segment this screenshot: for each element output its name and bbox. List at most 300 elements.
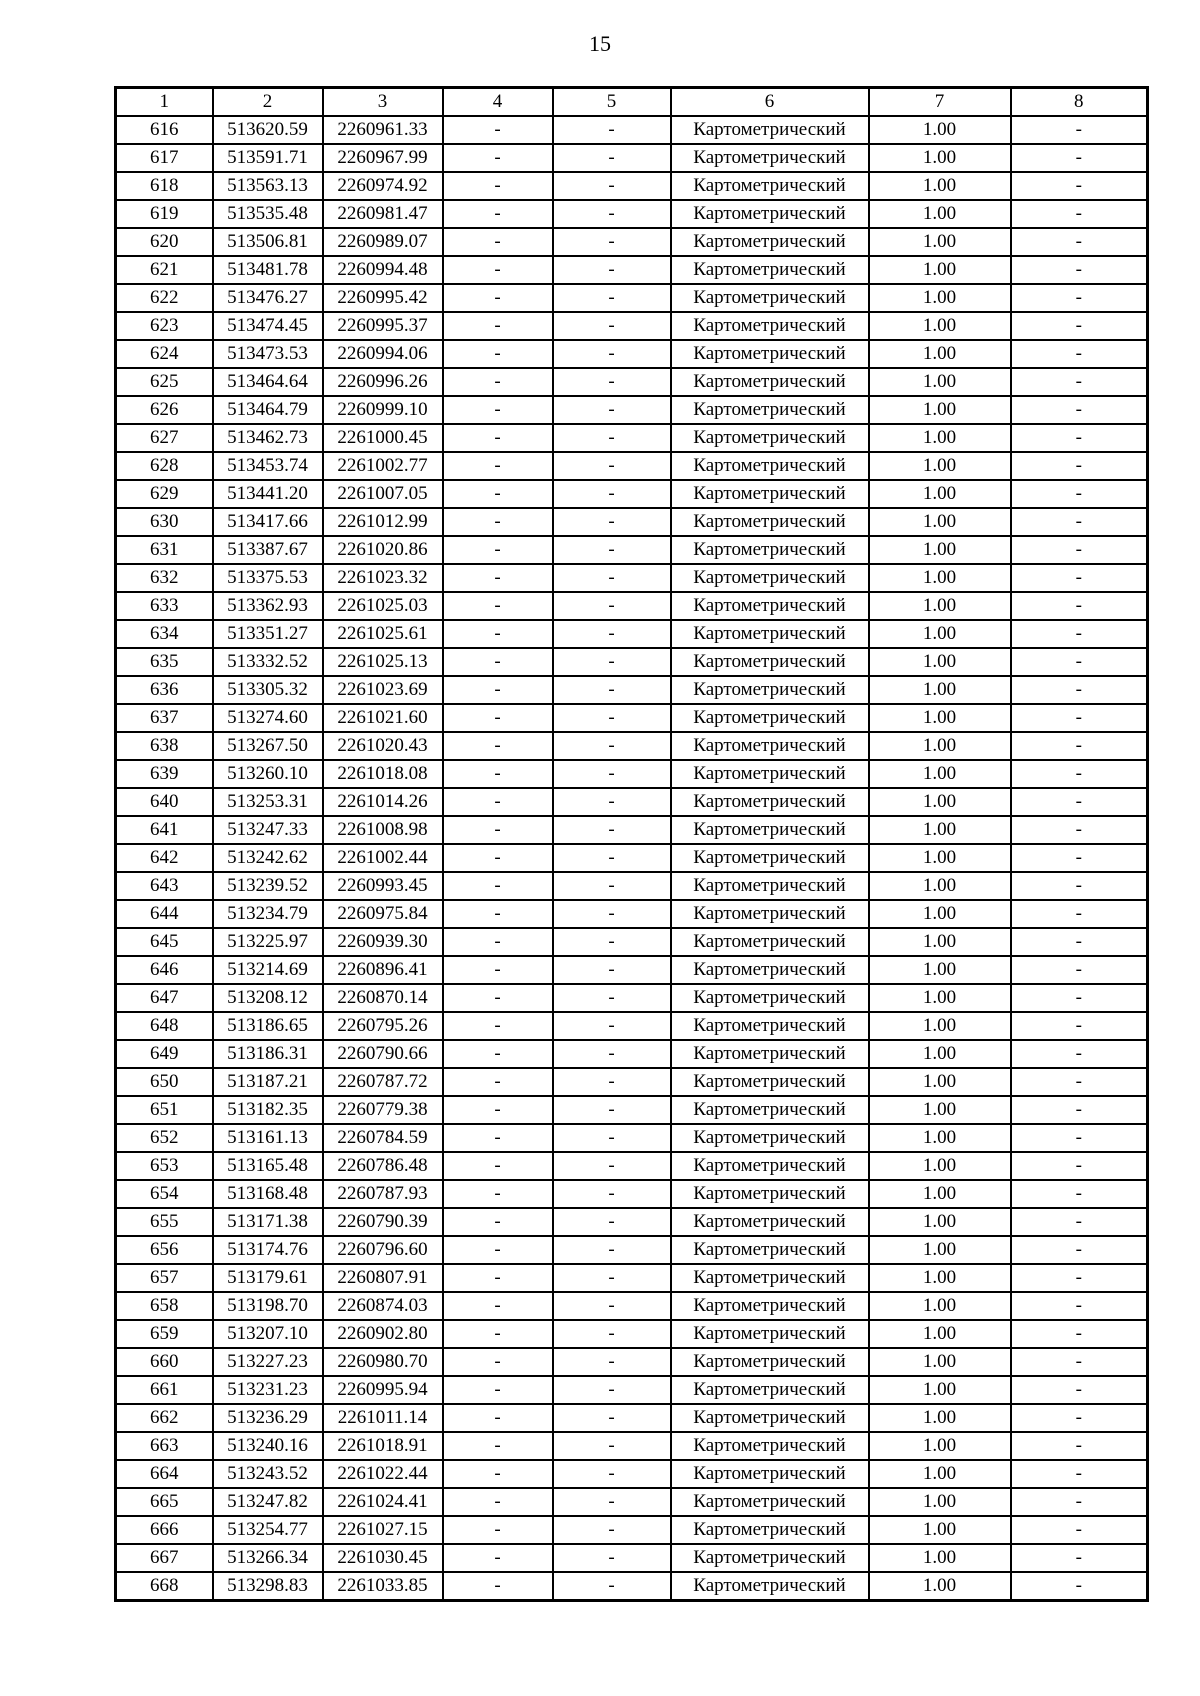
method-cell: Картометрический — [671, 452, 869, 480]
col8-cell: - — [1011, 1320, 1148, 1348]
y-coordinate-cell: 2260786.48 — [323, 1152, 443, 1180]
table-row — [116, 1376, 1148, 1404]
point-number-cell: 641 — [116, 816, 213, 844]
x-coordinate-cell: 513168.48 — [213, 1180, 323, 1208]
x-coordinate-cell: 513332.52 — [213, 648, 323, 676]
table-row — [116, 872, 1148, 900]
col5-cell: - — [553, 1376, 671, 1404]
col4-cell: - — [443, 1180, 553, 1208]
point-number-cell: 642 — [116, 844, 213, 872]
accuracy-cell: 1.00 — [869, 816, 1011, 844]
col4-cell: - — [443, 116, 553, 144]
col5-cell: - — [553, 816, 671, 844]
col5-cell: - — [553, 368, 671, 396]
column-header: 5 — [553, 88, 671, 117]
col8-cell: - — [1011, 228, 1148, 256]
method-cell: Картометрический — [671, 1208, 869, 1236]
col5-cell: - — [553, 116, 671, 144]
table-row — [116, 1348, 1148, 1376]
col4-cell: - — [443, 256, 553, 284]
accuracy-cell: 1.00 — [869, 760, 1011, 788]
point-number-cell: 652 — [116, 1124, 213, 1152]
col8-cell: - — [1011, 1544, 1148, 1572]
x-coordinate-cell: 513305.32 — [213, 676, 323, 704]
table-row — [116, 340, 1148, 368]
col4-cell: - — [443, 1040, 553, 1068]
accuracy-cell: 1.00 — [869, 928, 1011, 956]
accuracy-cell: 1.00 — [869, 284, 1011, 312]
y-coordinate-cell: 2261008.98 — [323, 816, 443, 844]
col4-cell: - — [443, 928, 553, 956]
col4-cell: - — [443, 368, 553, 396]
col5-cell: - — [553, 620, 671, 648]
col4-cell: - — [443, 200, 553, 228]
point-number-cell: 650 — [116, 1068, 213, 1096]
table-row — [116, 900, 1148, 928]
method-cell: Картометрический — [671, 928, 869, 956]
col4-cell: - — [443, 1012, 553, 1040]
header-row — [116, 88, 1148, 117]
col5-cell: - — [553, 760, 671, 788]
col4-cell: - — [443, 536, 553, 564]
accuracy-cell: 1.00 — [869, 1320, 1011, 1348]
col8-cell: - — [1011, 676, 1148, 704]
y-coordinate-cell: 2260939.30 — [323, 928, 443, 956]
col5-cell: - — [553, 1264, 671, 1292]
col4-cell: - — [443, 620, 553, 648]
method-cell: Картометрический — [671, 1068, 869, 1096]
col8-cell: - — [1011, 1460, 1148, 1488]
col4-cell: - — [443, 1292, 553, 1320]
y-coordinate-cell: 2261020.86 — [323, 536, 443, 564]
accuracy-cell: 1.00 — [869, 1572, 1011, 1601]
table-row — [116, 312, 1148, 340]
method-cell: Картометрический — [671, 984, 869, 1012]
col5-cell: - — [553, 396, 671, 424]
col4-cell: - — [443, 1320, 553, 1348]
col4-cell: - — [443, 312, 553, 340]
y-coordinate-cell: 2261025.03 — [323, 592, 443, 620]
y-coordinate-cell: 2261033.85 — [323, 1572, 443, 1601]
method-cell: Картометрический — [671, 1124, 869, 1152]
point-number-cell: 662 — [116, 1404, 213, 1432]
point-number-cell: 646 — [116, 956, 213, 984]
y-coordinate-cell: 2261002.77 — [323, 452, 443, 480]
y-coordinate-cell: 2261024.41 — [323, 1488, 443, 1516]
point-number-cell: 658 — [116, 1292, 213, 1320]
col8-cell: - — [1011, 1572, 1148, 1601]
col5-cell: - — [553, 200, 671, 228]
x-coordinate-cell: 513253.31 — [213, 788, 323, 816]
col5-cell: - — [553, 1040, 671, 1068]
col5-cell: - — [553, 144, 671, 172]
method-cell: Картометрический — [671, 508, 869, 536]
x-coordinate-cell: 513473.53 — [213, 340, 323, 368]
col8-cell: - — [1011, 1516, 1148, 1544]
col5-cell: - — [553, 844, 671, 872]
x-coordinate-cell: 513165.48 — [213, 1152, 323, 1180]
col5-cell: - — [553, 1068, 671, 1096]
table-row — [116, 1152, 1148, 1180]
col5-cell: - — [553, 1320, 671, 1348]
y-coordinate-cell: 2260896.41 — [323, 956, 443, 984]
point-number-cell: 635 — [116, 648, 213, 676]
point-number-cell: 623 — [116, 312, 213, 340]
accuracy-cell: 1.00 — [869, 844, 1011, 872]
col4-cell: - — [443, 704, 553, 732]
col4-cell: - — [443, 1264, 553, 1292]
method-cell: Картометрический — [671, 1376, 869, 1404]
col4-cell: - — [443, 984, 553, 1012]
method-cell: Картометрический — [671, 396, 869, 424]
col4-cell: - — [443, 228, 553, 256]
col5-cell: - — [553, 228, 671, 256]
column-header: 6 — [671, 88, 869, 117]
table-row — [116, 592, 1148, 620]
point-number-cell: 666 — [116, 1516, 213, 1544]
x-coordinate-cell: 513563.13 — [213, 172, 323, 200]
col5-cell: - — [553, 1460, 671, 1488]
accuracy-cell: 1.00 — [869, 872, 1011, 900]
x-coordinate-cell: 513179.61 — [213, 1264, 323, 1292]
column-header: 3 — [323, 88, 443, 117]
x-coordinate-cell: 513254.77 — [213, 1516, 323, 1544]
table-row — [116, 676, 1148, 704]
table-row — [116, 452, 1148, 480]
table-row — [116, 844, 1148, 872]
col8-cell: - — [1011, 144, 1148, 172]
point-number-cell: 668 — [116, 1572, 213, 1601]
col5-cell: - — [553, 732, 671, 760]
y-coordinate-cell: 2261002.44 — [323, 844, 443, 872]
y-coordinate-cell: 2261030.45 — [323, 1544, 443, 1572]
y-coordinate-cell: 2260995.94 — [323, 1376, 443, 1404]
table-row — [116, 648, 1148, 676]
accuracy-cell: 1.00 — [869, 1180, 1011, 1208]
col8-cell: - — [1011, 1376, 1148, 1404]
table-row — [116, 144, 1148, 172]
point-number-cell: 645 — [116, 928, 213, 956]
col8-cell: - — [1011, 1488, 1148, 1516]
accuracy-cell: 1.00 — [869, 1236, 1011, 1264]
accuracy-cell: 1.00 — [869, 676, 1011, 704]
y-coordinate-cell: 2260980.70 — [323, 1348, 443, 1376]
col8-cell: - — [1011, 1068, 1148, 1096]
accuracy-cell: 1.00 — [869, 368, 1011, 396]
y-coordinate-cell: 2260790.39 — [323, 1208, 443, 1236]
col5-cell: - — [553, 1096, 671, 1124]
x-coordinate-cell: 513161.13 — [213, 1124, 323, 1152]
table-row — [116, 564, 1148, 592]
x-coordinate-cell: 513247.82 — [213, 1488, 323, 1516]
method-cell: Картометрический — [671, 116, 869, 144]
col8-cell: - — [1011, 1236, 1148, 1264]
column-header: 2 — [213, 88, 323, 117]
col5-cell: - — [553, 1488, 671, 1516]
col5-cell: - — [553, 1208, 671, 1236]
x-coordinate-cell: 513441.20 — [213, 480, 323, 508]
point-number-cell: 621 — [116, 256, 213, 284]
col8-cell: - — [1011, 312, 1148, 340]
accuracy-cell: 1.00 — [869, 1292, 1011, 1320]
method-cell: Картометрический — [671, 1152, 869, 1180]
col8-cell: - — [1011, 872, 1148, 900]
accuracy-cell: 1.00 — [869, 1460, 1011, 1488]
y-coordinate-cell: 2261025.61 — [323, 620, 443, 648]
column-header: 7 — [869, 88, 1011, 117]
x-coordinate-cell: 513535.48 — [213, 200, 323, 228]
coordinates-table — [114, 86, 1149, 1602]
col8-cell: - — [1011, 256, 1148, 284]
method-cell: Картометрический — [671, 1320, 869, 1348]
col4-cell: - — [443, 1404, 553, 1432]
table-row — [116, 200, 1148, 228]
y-coordinate-cell: 2260902.80 — [323, 1320, 443, 1348]
x-coordinate-cell: 513242.62 — [213, 844, 323, 872]
col4-cell: - — [443, 144, 553, 172]
column-header: 1 — [116, 88, 213, 117]
y-coordinate-cell: 2260994.06 — [323, 340, 443, 368]
table-row — [116, 172, 1148, 200]
accuracy-cell: 1.00 — [869, 1264, 1011, 1292]
y-coordinate-cell: 2260996.26 — [323, 368, 443, 396]
method-cell: Картометрический — [671, 1516, 869, 1544]
point-number-cell: 624 — [116, 340, 213, 368]
col8-cell: - — [1011, 368, 1148, 396]
col5-cell: - — [553, 508, 671, 536]
x-coordinate-cell: 513474.45 — [213, 312, 323, 340]
accuracy-cell: 1.00 — [869, 1096, 1011, 1124]
point-number-cell: 628 — [116, 452, 213, 480]
x-coordinate-cell: 513591.71 — [213, 144, 323, 172]
col5-cell: - — [553, 788, 671, 816]
col8-cell: - — [1011, 452, 1148, 480]
y-coordinate-cell: 2261018.91 — [323, 1432, 443, 1460]
point-number-cell: 654 — [116, 1180, 213, 1208]
col8-cell: - — [1011, 844, 1148, 872]
col8-cell: - — [1011, 172, 1148, 200]
col4-cell: - — [443, 480, 553, 508]
method-cell: Картометрический — [671, 340, 869, 368]
table-row — [116, 424, 1148, 452]
method-cell: Картометрический — [671, 480, 869, 508]
col8-cell: - — [1011, 1432, 1148, 1460]
accuracy-cell: 1.00 — [869, 1376, 1011, 1404]
x-coordinate-cell: 513362.93 — [213, 592, 323, 620]
col8-cell: - — [1011, 1012, 1148, 1040]
point-number-cell: 664 — [116, 1460, 213, 1488]
x-coordinate-cell: 513375.53 — [213, 564, 323, 592]
method-cell: Картометрический — [671, 900, 869, 928]
col5-cell: - — [553, 564, 671, 592]
table-row — [116, 956, 1148, 984]
col8-cell: - — [1011, 816, 1148, 844]
y-coordinate-cell: 2260995.37 — [323, 312, 443, 340]
table-row — [116, 1264, 1148, 1292]
y-coordinate-cell: 2260870.14 — [323, 984, 443, 1012]
y-coordinate-cell: 2261025.13 — [323, 648, 443, 676]
method-cell: Картометрический — [671, 956, 869, 984]
col4-cell: - — [443, 676, 553, 704]
x-coordinate-cell: 513462.73 — [213, 424, 323, 452]
col8-cell: - — [1011, 424, 1148, 452]
method-cell: Картометрический — [671, 760, 869, 788]
col5-cell: - — [553, 536, 671, 564]
method-cell: Картометрический — [671, 312, 869, 340]
table-row — [116, 116, 1148, 144]
table-row — [116, 536, 1148, 564]
method-cell: Картометрический — [671, 704, 869, 732]
y-coordinate-cell: 2261027.15 — [323, 1516, 443, 1544]
table-row — [116, 1320, 1148, 1348]
table-row — [116, 620, 1148, 648]
col5-cell: - — [553, 1236, 671, 1264]
point-number-cell: 655 — [116, 1208, 213, 1236]
accuracy-cell: 1.00 — [869, 1040, 1011, 1068]
accuracy-cell: 1.00 — [869, 480, 1011, 508]
col5-cell: - — [553, 1348, 671, 1376]
accuracy-cell: 1.00 — [869, 1012, 1011, 1040]
y-coordinate-cell: 2260999.10 — [323, 396, 443, 424]
method-cell: Картометрический — [671, 144, 869, 172]
x-coordinate-cell: 513266.34 — [213, 1544, 323, 1572]
x-coordinate-cell: 513236.29 — [213, 1404, 323, 1432]
table-row — [116, 1068, 1148, 1096]
col8-cell: - — [1011, 1404, 1148, 1432]
col8-cell: - — [1011, 200, 1148, 228]
method-cell: Картометрический — [671, 1460, 869, 1488]
point-number-cell: 640 — [116, 788, 213, 816]
method-cell: Картометрический — [671, 872, 869, 900]
col8-cell: - — [1011, 984, 1148, 1012]
method-cell: Картометрический — [671, 1236, 869, 1264]
accuracy-cell: 1.00 — [869, 1488, 1011, 1516]
point-number-cell: 667 — [116, 1544, 213, 1572]
col5-cell: - — [553, 1012, 671, 1040]
col5-cell: - — [553, 1404, 671, 1432]
accuracy-cell: 1.00 — [869, 340, 1011, 368]
col4-cell: - — [443, 1376, 553, 1404]
table-row — [116, 1488, 1148, 1516]
col8-cell: - — [1011, 1208, 1148, 1236]
col4-cell: - — [443, 284, 553, 312]
y-coordinate-cell: 2260874.03 — [323, 1292, 443, 1320]
point-number-cell: 661 — [116, 1376, 213, 1404]
method-cell: Картометрический — [671, 676, 869, 704]
col5-cell: - — [553, 1292, 671, 1320]
method-cell: Картометрический — [671, 256, 869, 284]
x-coordinate-cell: 513453.74 — [213, 452, 323, 480]
col8-cell: - — [1011, 1180, 1148, 1208]
col5-cell: - — [553, 872, 671, 900]
point-number-cell: 632 — [116, 564, 213, 592]
col4-cell: - — [443, 1516, 553, 1544]
table-row — [116, 1124, 1148, 1152]
col4-cell: - — [443, 1488, 553, 1516]
table-row — [116, 396, 1148, 424]
col5-cell: - — [553, 676, 671, 704]
col4-cell: - — [443, 816, 553, 844]
col5-cell: - — [553, 1152, 671, 1180]
col5-cell: - — [553, 452, 671, 480]
y-coordinate-cell: 2261022.44 — [323, 1460, 443, 1488]
x-coordinate-cell: 513298.83 — [213, 1572, 323, 1601]
accuracy-cell: 1.00 — [869, 732, 1011, 760]
x-coordinate-cell: 513476.27 — [213, 284, 323, 312]
x-coordinate-cell: 513247.33 — [213, 816, 323, 844]
col4-cell: - — [443, 1152, 553, 1180]
col8-cell: - — [1011, 732, 1148, 760]
method-cell: Картометрический — [671, 172, 869, 200]
table-row — [116, 1516, 1148, 1544]
x-coordinate-cell: 513267.50 — [213, 732, 323, 760]
point-number-cell: 625 — [116, 368, 213, 396]
x-coordinate-cell: 513506.81 — [213, 228, 323, 256]
col5-cell: - — [553, 340, 671, 368]
col8-cell: - — [1011, 620, 1148, 648]
method-cell: Картометрический — [671, 200, 869, 228]
col4-cell: - — [443, 340, 553, 368]
method-cell: Картометрический — [671, 816, 869, 844]
col8-cell: - — [1011, 284, 1148, 312]
table-row — [116, 256, 1148, 284]
point-number-cell: 618 — [116, 172, 213, 200]
x-coordinate-cell: 513234.79 — [213, 900, 323, 928]
accuracy-cell: 1.00 — [869, 312, 1011, 340]
column-header: 8 — [1011, 88, 1148, 117]
col5-cell: - — [553, 984, 671, 1012]
y-coordinate-cell: 2260796.60 — [323, 1236, 443, 1264]
col8-cell: - — [1011, 1096, 1148, 1124]
x-coordinate-cell: 513620.59 — [213, 116, 323, 144]
y-coordinate-cell: 2260787.72 — [323, 1068, 443, 1096]
col4-cell: - — [443, 844, 553, 872]
point-number-cell: 626 — [116, 396, 213, 424]
point-number-cell: 638 — [116, 732, 213, 760]
y-coordinate-cell: 2260974.92 — [323, 172, 443, 200]
col5-cell: - — [553, 1572, 671, 1601]
col4-cell: - — [443, 872, 553, 900]
col5-cell: - — [553, 704, 671, 732]
y-coordinate-cell: 2260795.26 — [323, 1012, 443, 1040]
page-number: 15 — [589, 31, 611, 56]
col4-cell: - — [443, 1432, 553, 1460]
col8-cell: - — [1011, 1040, 1148, 1068]
method-cell: Картометрический — [671, 1544, 869, 1572]
accuracy-cell: 1.00 — [869, 228, 1011, 256]
col5-cell: - — [553, 256, 671, 284]
col4-cell: - — [443, 1208, 553, 1236]
col8-cell: - — [1011, 1264, 1148, 1292]
table-row — [116, 704, 1148, 732]
accuracy-cell: 1.00 — [869, 1516, 1011, 1544]
accuracy-cell: 1.00 — [869, 1068, 1011, 1096]
x-coordinate-cell: 513231.23 — [213, 1376, 323, 1404]
table-row — [116, 928, 1148, 956]
y-coordinate-cell: 2261020.43 — [323, 732, 443, 760]
y-coordinate-cell: 2261007.05 — [323, 480, 443, 508]
col5-cell: - — [553, 648, 671, 676]
x-coordinate-cell: 513240.16 — [213, 1432, 323, 1460]
col4-cell: - — [443, 396, 553, 424]
accuracy-cell: 1.00 — [869, 172, 1011, 200]
y-coordinate-cell: 2260779.38 — [323, 1096, 443, 1124]
table-row — [116, 1236, 1148, 1264]
point-number-cell: 647 — [116, 984, 213, 1012]
table-row — [116, 1096, 1148, 1124]
accuracy-cell: 1.00 — [869, 1544, 1011, 1572]
table-row — [116, 1460, 1148, 1488]
